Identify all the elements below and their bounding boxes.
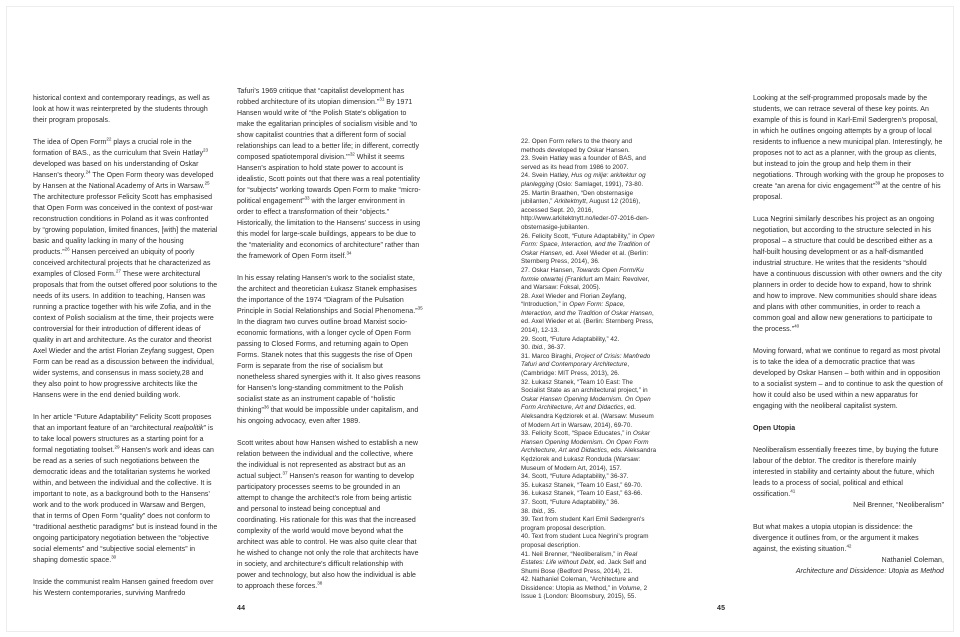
quote-coleman-attribution-name: Nathaniel Coleman, — [881, 557, 944, 564]
right-page-paragraphs — [753, 93, 944, 412]
endnote: 42. Nathaniel Coleman, “Architecture and Dissidence: Utopia as Method,” in Volume, 2 Issue 1 (London: Bloomsbury, 2015), 55. — [521, 576, 648, 601]
endnote: 36. Łukasz Stanek, “Team 10 East,” 63-66. — [521, 490, 643, 498]
endnote: 39. Text from student Karl Emil Sødergren's program proposal description. — [521, 516, 645, 532]
paragraph: In her article “Future Adaptability” Felicity Scott proposes that an important feature of an “architectural realpolitik” is to take local powers structures as a starting point for a formal negotiating toolset.$^{29}$ Hansen's work and ideas can be read as a series of such negotiations between the democratic ideas and the totalitarian systems he worked within, and between the individual and the collective. It is important to note, as a background both to the Hansens' work and to the work produced in Warsaw and Bergen, that in terms of Open Form “quality” does not conform to “traditional aesthetic paradigms” but is instead found in the ongoing participatory negotiation between the “objective social elements” and “subjective social elements” in shaping domestic space.$^{30}$ — [33, 414, 218, 564]
endnote: 28. Axel Wieder and Florian Zeyfang, “Introduction,” in Open Form: Space, Interaction, and the Tradition of Oskar Hansen, ed. Axel Wieder et al. (Berlin: Sternberg Press, 2014), 12-13. — [521, 292, 654, 335]
paragraph: Looking at the self-programmed proposals made by the students, we can retrace several of these key points. An example of this is found in Karl-Emil Sødergren's proposal, in which he outlines ongoing attempts by a group of local residents to influence a new municipal plan. Interestingly, he proposes not to act as a planner, with the group as clients, but instead to join the group and help them in their negotiations. Through working with the group he proposes to create “an arena for civic engagement”$^{39}$ at the centre of his proposal. — [753, 95, 944, 201]
quote-brenner-attribution: Neil Brenner, “Neoliberalism” — [853, 502, 944, 509]
left-page-column-1 — [33, 93, 218, 610]
endnote: 22. Open Form refers to the theory and methods developed by Oskar Hansen. — [521, 138, 633, 154]
left-page-column-2 — [237, 86, 423, 603]
endnote: 33. Felicity Scott, “Space Educates,” in Oskar Hansen Opening Modernism. On Open Form Architecture, Art and Didactics, eds. Aleksandra Kędziorek and Łukasz Ronduda (Warsaw: Museum of Modern Art, 2014), 157. — [521, 430, 657, 472]
right-page-column — [753, 93, 944, 577]
endnote: 37. Scott, “Future Adaptability,” 36. — [521, 498, 620, 506]
paragraph: In his essay relating Hansen's work to the socialist state, the architect and theoretician Łukasz Stanek emphasises the importance of the 1974 “Diagram of the Pulsation Principle in Social Relationships and Social Phenomena.”$^{35}$ In the diagram two curves outline broad Marxist socio-economic formations, with a longer cycle of Open Form passing to Closed Forms, and returning again to Open Forms. Stanek notes that this suggests the rise of Open Form is separate from the rise of socialism but nonetheless shared synergies with it. It also gives reasons for Hansen's long-standing commitment to the Polish socialist state as an instrument capable of “holistic thinking”$^{36}$ that would be impossible under capitalism, and his ongoing advocacy, even after 1989. — [237, 275, 423, 425]
paragraph: Luca Negrini similarly describes his project as an ongoing negotiation, but according to the structure selected in his proposal – a structure that could be described either as a half-built housing development or as a half-dismantled industrial structure. He writes that the residents “should have a continuous discussion with other owners and the city planners in order to decide how to expand, how to shrink and how to improve. New communities should share ideas and plans with other communities, in order to reach a common goal and allow new generations to participate to the process.”$^{40}$ — [753, 216, 942, 333]
endnote: 31. Marco Biraghi, Project of Crisis: Manfredo Tafuri and Contemporary Architecture, (Cambridge: MIT Press, 2013), 26. — [521, 352, 651, 378]
endnote: 40. Text from student Luca Negrini's program proposal description. — [521, 533, 649, 549]
endnote: 23. Svein Hatløy was a founder of BAS, and served as its head from 1986 to 2007. — [521, 155, 646, 171]
endnote: 32. Łukasz Stanek, “Team 10 East: The Socialist State as an architectural project,” in Oskar Hansen Opening Modernism. On Open Form Architecture, Art and Didactics, ed. Aleksandra Kędziorek et al. (Warsaw: Museum of Modern Art in Warsaw, 2014), 69-70. — [521, 378, 654, 429]
page-number-left: 44 — [237, 605, 246, 612]
quote-coleman-attribution-work: Architecture and Dissidence: Utopia as Method — [795, 568, 944, 575]
paragraph: The idea of Open Form$^{22}$ plays a crucial role in the formation of BAS., as the curriculum that Svein Hatløy$^{23}$ developed was based on his understanding of Oskar Hansen's theory.$^{24}$ The Open Form theory was developed by Hansen at the National Academy of Arts in Warsaw.$^{25}$ The architecture professor Felicity Scott has emphasised that Open Form was conceived in the context of post-war reconstruction conditions in Poland as it was confronted by “growing population, limited finances, [with] the material basic and quality lacking in many of the housing products.”$^{26}$ Hansen perceived an ubiquity of poorly conceived architectural projects that he characterized as examples of Closed Form.$^{27}$ These were architectural proposals that from the outset offered poor solutions to the needs of its users. In addition to teaching, Hansen was running a practice together with his wife Zofia, and in the context of Polish socialism at the time, their projects were controversial for their introduction of different ideas of quality in art and architecture. As the curator and theorist Axel Wieder and the artist Florian Zeyfang suggest, Open Form can be read as a discussion between the individual, wider systems, and consensus in mass society,28 and they also point to how progressive architects like the Hansens were in the end denied building work. — [33, 136, 218, 399]
quote-coleman: But what makes a utopia utopian is dissidence: the divergence it outlines from, or the argument it makes against, the existing situation.$^{42}$ — [753, 524, 919, 553]
endnote: 27. Oskar Hansen, Towards Open Form/Ku formie otwartej (Frankfurt am Main: Revolver, and Warsaw: Foksal, 2005). — [521, 266, 650, 292]
endnote: 41. Neil Brenner, “Neoliberalism,” in Real Estates: Life without Debt, ed. Jack Self and Shumi Bose (Bedford Press, 2014), 21. — [521, 550, 647, 575]
endnote: 35. Łukasz Stanek, “Team 10 East,” 69-70. — [521, 481, 643, 489]
paragraph: Scott writes about how Hansen wished to establish a new relation between the individual and the collective, where the individual is not represented as abstract but as an actual subject.$^{37}$ Hansen's reason for wanting to develop participatory processes seems to be grounded in an attempt to change the architect's role from being artistic and personal to instead being conceptual and coordinating. His rationale for this was that the increased complexity of the world would move beyond what the architect was able to control. He was also quite clear that he wished to change not only the role that architects have in society, and architecture's difficult relationship with power and technology, but also how the individual is able to approach these forces.$^{38}$ — [237, 440, 419, 590]
endnote: 26. Felicity Scott, “Future Adaptability,” in Open Form: Space, Interaction, and the Tradition of Oskar Hansen, ed. Axel Wieder et al. (Berlin: Sternberg Press, 2014), 36. — [521, 232, 655, 266]
endnote: 30. Ibid., 36-37. — [521, 344, 566, 352]
paragraph: Tafuri's 1969 critique that “capitalist development has robbed architecture of its utopian dimension.”$^{31}$ By 1971 Hansen would write of “the Polish State's obligation to make the egalitarian principles of socialism visible and 'to show capitalist countries that a different form of social relationships can lead to a better life; in different, correctly composed spatiotemporal division.'”$^{32}$ Whilst it seems Hansen's aspiration to hold state power to account is idealistic, Scott points out that there was a real potentiality for “subjects” working towards Open Form to make “micro-political engagement”$^{33}$ with the larger environment in order to effect a transformation of their “objects.” Historically, the limitation to the Hansens' success in using this model for large-scale buildings, appears to be due to the “materiality and economics of architecture” rather than the framework of Open Form itself.$^{34}$ — [237, 88, 421, 260]
endnote: 38. Ibid., 35. — [521, 507, 557, 515]
page-number-right: 45 — [717, 605, 726, 612]
paragraph: Inside the communist realm Hansen gained freedom over his Western contemporaries, surviving Manfredo — [33, 579, 214, 597]
endnote: 34. Scott, “Future Adaptability,” 36-37. — [521, 473, 629, 481]
endnotes-column — [521, 138, 658, 602]
endnote: 29. Scott, “Future Adaptability,” 42. — [521, 335, 620, 343]
quote-brenner: Neoliberalism essentially freezes time, by buying the future labour of the debtor. The creditor is therefore mainly interested in stability and certainty about the future, which leads to a process of social, political and ethical ossification.$^{41}$ — [753, 447, 939, 498]
paragraph: historical context and contemporary readings, as well as look at how it was reinterpreted by the students through their program proposals. — [33, 95, 210, 124]
endnote: 24. Svein Hatløy, Hus og miljø: arkitektur og planlegging (Oslo: Samlaget, 1991), 73-80. — [521, 172, 646, 188]
paragraph: Moving forward, what we continue to regard as most pivotal is to take the idea of a democratic practice that was developed by Oskar Hansen – both within and in opposition to a socialist system – and to continue to ask the question of how it could also be used within a new apparatus for engaging with the neoliberal capitalist system. — [753, 348, 943, 410]
endnote: 25. Martin Braathen, “Den obsternasige jubilanten,” Arkitektnytt, August 12 (2016), accessed Sept. 20, 2016, http://www.arkitektnytt.no/leder-07-2016-den-obsternasige-jubilanten. — [521, 189, 649, 231]
section-heading: Open Utopia — [753, 425, 796, 432]
